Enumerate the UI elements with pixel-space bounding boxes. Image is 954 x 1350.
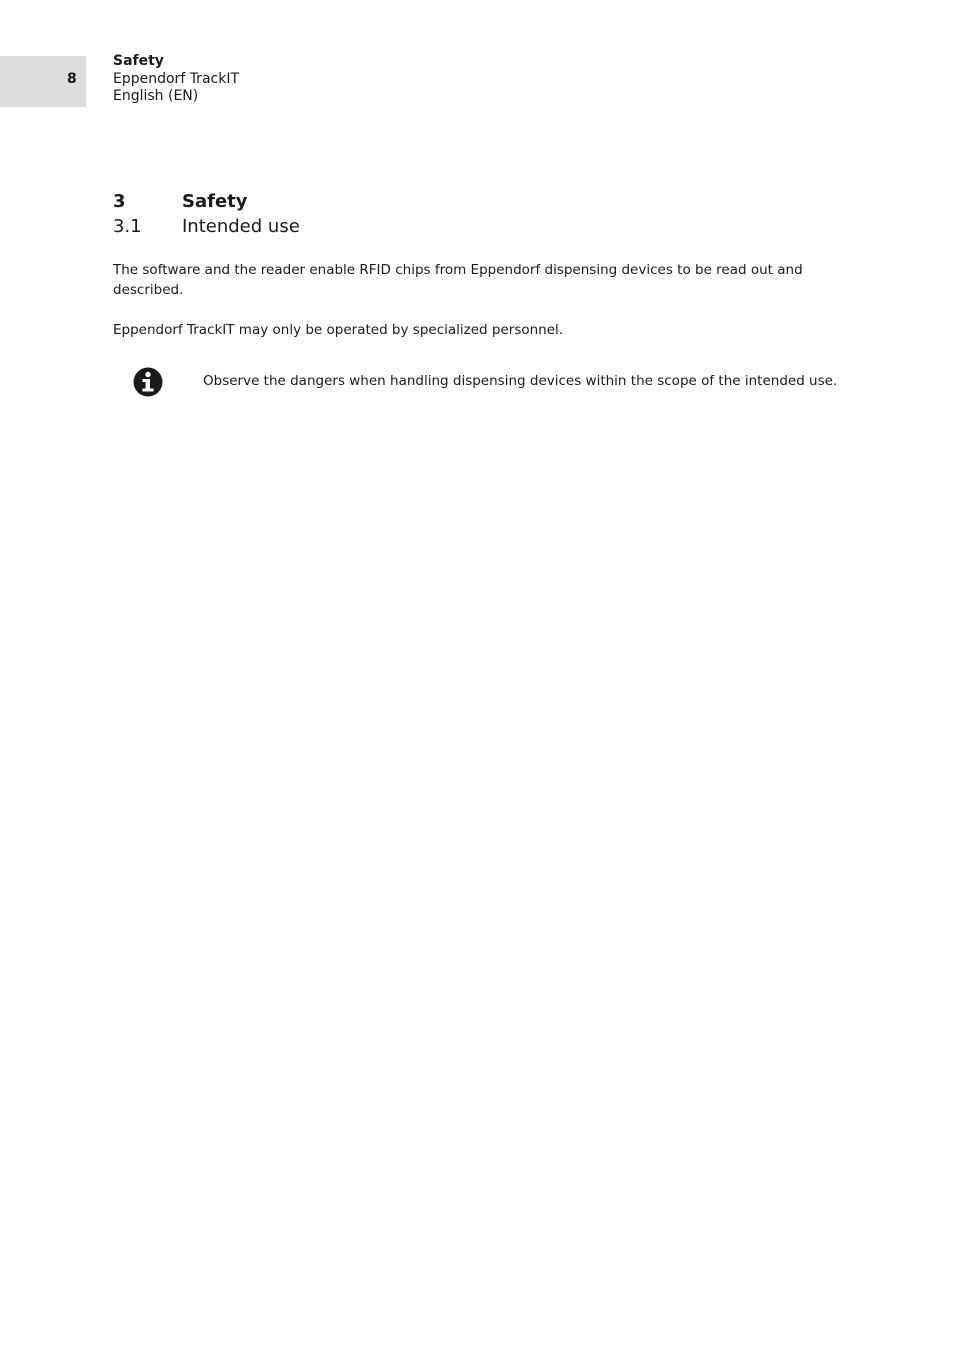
header-language: English (EN)	[113, 88, 199, 104]
info-icon	[133, 367, 163, 397]
header-section-title: Safety	[113, 53, 164, 69]
chapter-title: Safety	[182, 191, 248, 212]
running-header	[113, 53, 239, 106]
section-title: Intended use	[182, 216, 300, 237]
page-number: 8	[67, 71, 77, 87]
section-number: 3.1	[113, 216, 142, 237]
note-text: Observe the dangers when handling dispensing devices within the scope of the intended use.	[203, 373, 838, 389]
section-heading	[113, 215, 300, 239]
body-paragraph: Eppendorf TrackIT may only be operated by specialized personnel.	[113, 322, 564, 338]
chapter-heading	[113, 190, 248, 214]
header-product-name: Eppendorf TrackIT	[113, 70, 240, 87]
chapter-number: 3	[113, 191, 126, 212]
body-paragraph: The software and the reader enable RFID chips from Eppendorf dispensing devices to be read out and described.	[113, 262, 803, 298]
